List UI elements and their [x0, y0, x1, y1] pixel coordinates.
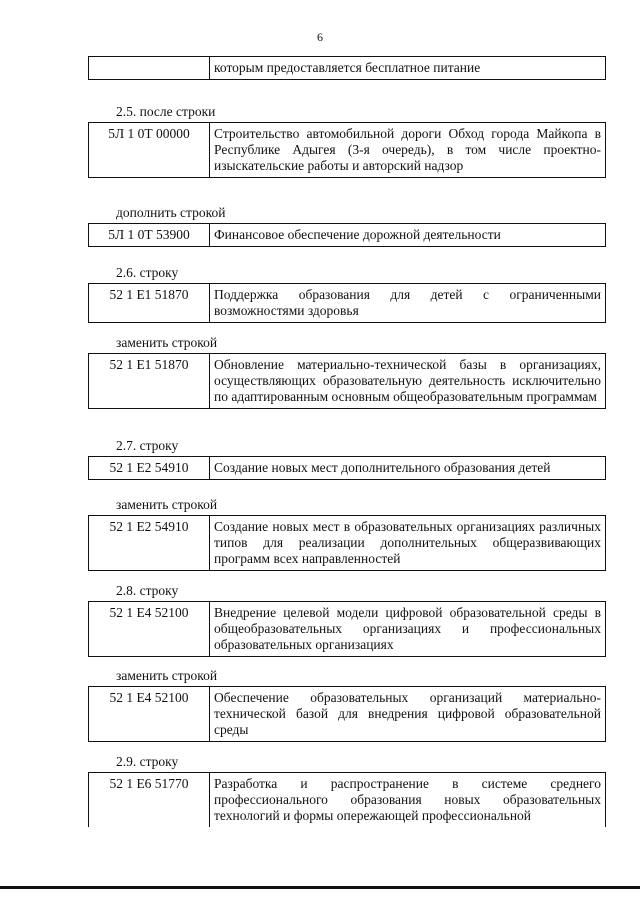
table-row	[89, 602, 606, 657]
budget-code	[89, 57, 210, 80]
amendment-label: 2.6. строку	[116, 265, 179, 280]
table-row	[89, 516, 606, 571]
amendment-label: дополнить строкой	[116, 205, 226, 220]
code-table	[88, 456, 606, 480]
table-row	[89, 123, 606, 178]
table-block-continuation	[88, 56, 606, 80]
amendment-block-2-7-replace	[88, 497, 606, 571]
budget-code: 5Л 1 0Т 53900	[89, 224, 210, 247]
code-table	[88, 772, 606, 827]
amendment-block-2-5	[88, 104, 606, 178]
code-table	[88, 223, 606, 247]
amendment-label: 2.7. строку	[116, 438, 179, 453]
code-table	[88, 283, 606, 323]
table-row	[89, 354, 606, 409]
table-row	[89, 57, 606, 80]
row-description: Обеспечение образовательных организаций материально-технической базой для внедрения цифровой образовательной среды	[210, 687, 606, 742]
amendment-label: 2.8. строку	[116, 583, 179, 598]
amendment-label: 2.9. строку	[116, 754, 179, 769]
table-row	[89, 224, 606, 247]
amendment-block-2-6	[88, 265, 606, 323]
row-description: Внедрение целевой модели цифровой образовательной среды в общеобразовательных организациях и профессиональных образовательных организациях	[210, 602, 606, 657]
row-description: Создание новых мест дополнительного образования детей	[210, 457, 606, 480]
amendment-block-2-6-replace	[88, 335, 606, 409]
row-description: Разработка и распространение в системе среднего профессионального образования новых образовательных технологий и формы опережающей профессиональной	[210, 773, 606, 828]
page-bottom-edge	[0, 886, 640, 889]
amendment-label: 2.5. после строки	[116, 104, 216, 119]
code-table	[88, 56, 606, 80]
budget-code: 52 1 Е4 52100	[89, 602, 210, 657]
code-table	[88, 515, 606, 571]
amendment-label: заменить строкой	[116, 497, 218, 512]
row-description: Создание новых мест в образовательных организациях различных типов для реализации дополнительных общеразвивающих программ всех направленностей	[210, 516, 606, 571]
budget-code: 52 1 Е2 54910	[89, 457, 210, 480]
row-description: Обновление материально-технической базы в организациях, осуществляющих образовательную деятельность исключительно по адаптированным основным общеобразовательным программам	[210, 354, 606, 409]
row-description: Строительство автомобильной дороги Обход города Майкопа в Республике Адыгея (3-я очередь), в том числе проектно-изыскательские работы и авторский надзор	[210, 123, 606, 178]
amendment-label: заменить строкой	[116, 668, 218, 683]
row-description: которым предоставляется бесплатное питание	[210, 57, 606, 80]
table-row	[89, 687, 606, 742]
budget-code: 52 1 Е1 51870	[89, 354, 210, 409]
row-description: Поддержка образования для детей с ограниченными возможностями здоровья	[210, 284, 606, 323]
table-row	[89, 773, 606, 828]
budget-code: 52 1 Е4 52100	[89, 687, 210, 742]
budget-code: 5Л 1 0Т 00000	[89, 123, 210, 178]
row-description: Финансовое обеспечение дорожной деятельности	[210, 224, 606, 247]
page-number: 6	[317, 30, 323, 44]
amendment-block-2-8	[88, 583, 606, 657]
amendment-block-2-9	[88, 754, 606, 827]
amendment-block-2-5-add	[88, 205, 606, 247]
amendment-block-2-8-replace	[88, 668, 606, 742]
table-row	[89, 284, 606, 323]
table-row	[89, 457, 606, 480]
budget-code: 52 1 Е2 54910	[89, 516, 210, 571]
code-table	[88, 601, 606, 657]
code-table	[88, 122, 606, 178]
code-table	[88, 686, 606, 742]
amendment-block-2-7	[88, 438, 606, 480]
budget-code: 52 1 Е6 51770	[89, 773, 210, 828]
code-table	[88, 353, 606, 409]
budget-code: 52 1 Е1 51870	[89, 284, 210, 323]
amendment-label: заменить строкой	[116, 335, 218, 350]
